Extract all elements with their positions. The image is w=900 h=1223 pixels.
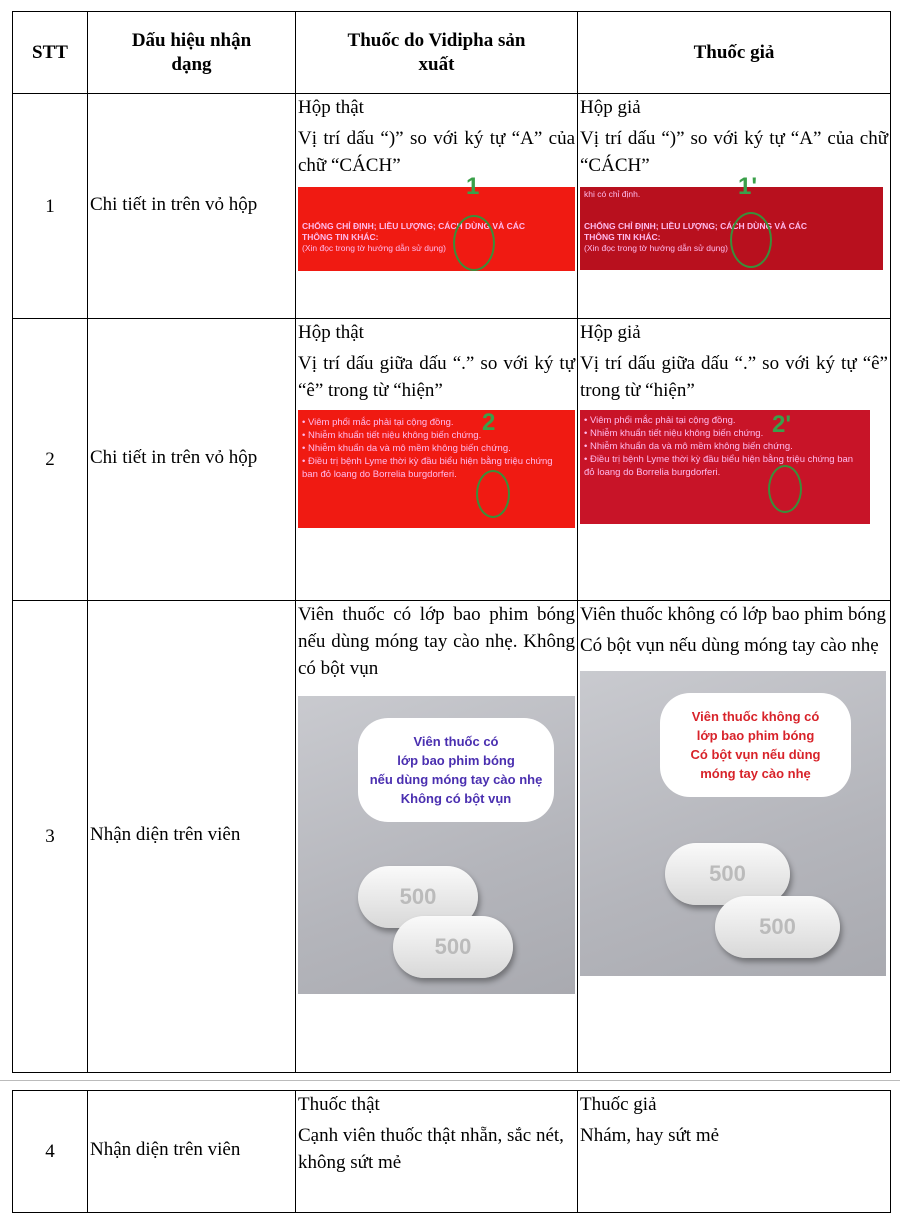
- fake-pill-photo: [580, 671, 886, 976]
- sign-cell: [88, 94, 296, 319]
- mark-number: 1: [466, 173, 480, 200]
- mark-number: 2: [482, 409, 496, 436]
- img-line: • Viêm phổi mắc phải tại cộng đồng.: [584, 415, 736, 426]
- comparison-table-continued: [12, 1090, 891, 1213]
- img-line: (Xin đọc trong tờ hướng dẫn sử dụng): [584, 243, 728, 253]
- highlight-circle: [453, 215, 495, 271]
- img-line: (Xin đọc trong tờ hướng dẫn sử dụng): [302, 243, 446, 253]
- img-line: THÔNG TIN KHÁC:: [584, 232, 661, 242]
- pill: 500: [715, 896, 840, 958]
- img-line: • Điều trị bệnh Lyme thời kỳ đầu biểu hiện bằng triệu chứng ban đỏ loang do Borrelia burgdorferi.: [584, 454, 854, 478]
- bubble-line: Có bột vụn nếu dùng: [690, 747, 821, 762]
- fake-cell: [578, 319, 891, 601]
- sign-cell: [88, 601, 296, 1073]
- fake-desc: Có bột vụn nếu dùng móng tay cào nhẹ: [580, 635, 879, 656]
- sign-cell: [88, 319, 296, 601]
- stt-cell: 4: [13, 1091, 88, 1213]
- real-desc: Vị trí dấu “)” so với ký tự “A” của chữ “CÁCH”: [298, 128, 575, 176]
- img-line: • Nhiễm khuẩn da và mô mềm không biến chứng.: [584, 441, 793, 452]
- header-sign-text: Dấu hiệu nhận dạng: [131, 29, 252, 75]
- fake-cell: [578, 601, 891, 1073]
- highlight-circle: [730, 212, 772, 268]
- fake-box-image: [580, 410, 870, 524]
- mark-number: 2': [772, 411, 792, 438]
- real-desc: Viên thuốc có lớp bao phim bóng nếu dùng móng tay cào nhẹ. Không có bột vụn: [298, 604, 575, 679]
- img-line: • Điều trị bệnh Lyme thời kỳ đầu biểu hiện bằng triệu chứng ban đỏ loang do Borrelia burgdorferi.: [302, 456, 553, 480]
- real-cell: [296, 94, 578, 319]
- pill: 500: [358, 866, 478, 928]
- img-line: • Viêm phổi mắc phải tại cộng đồng.: [302, 417, 454, 428]
- fake-desc: Vị trí dấu giữa dấu “.” so với ký tự “ê” trong từ “hiện”: [580, 353, 888, 401]
- real-cell: [296, 1091, 578, 1213]
- real-cell: [296, 319, 578, 601]
- sign-cell: [88, 1091, 296, 1213]
- pill: 500: [665, 843, 790, 905]
- sign-text: Nhận diện trên viên: [90, 824, 241, 845]
- bubble-line: Viên thuốc không có: [691, 709, 820, 724]
- sign-text: Chi tiết in trên vỏ hộp: [90, 193, 258, 215]
- bubble-line: Không có bột vụn: [400, 791, 512, 806]
- real-cell: [296, 601, 578, 1073]
- header-real-text: Thuốc do Vidipha sản xuất: [347, 29, 526, 75]
- fake-desc: Viên thuốc không có lớp bao phim bóng: [580, 604, 887, 625]
- stt-cell: 1: [13, 94, 88, 319]
- sign-text: Chi tiết in trên vỏ hộp: [90, 447, 258, 468]
- header-fake: Thuốc giả: [578, 12, 891, 94]
- table-row: [13, 319, 891, 601]
- img-line: CHỐNG CHỈ ĐỊNH; LIỀU LƯỢNG; CÁCH DÙNG VÀ CÁC: [302, 221, 526, 231]
- fake-label: Hộp giả: [580, 322, 641, 343]
- real-label: Hộp thật: [298, 97, 364, 118]
- speech-bubble: [358, 718, 554, 822]
- img-line: • Nhiễm khuẩn tiết niệu không biến chứng.: [584, 428, 764, 439]
- highlight-circle: [476, 470, 510, 518]
- fake-label: Hộp giả: [580, 97, 641, 118]
- real-box-image: [298, 410, 575, 528]
- img-line: • Nhiễm khuẩn tiết niệu không biến chứng.: [302, 430, 482, 441]
- real-desc: Cạnh viên thuốc thật nhẵn, sắc nét, không sứt mẻ: [298, 1125, 564, 1173]
- bubble-line: móng tay cào nhẹ: [700, 766, 811, 781]
- highlight-circle: [768, 465, 802, 513]
- bubble-line: lớp bao phim bóng: [397, 753, 515, 768]
- header-stt: STT: [13, 12, 88, 94]
- stt-cell: 3: [13, 601, 88, 1073]
- img-line: • Nhiễm khuẩn da và mô mềm không biến chứng.: [302, 443, 511, 454]
- mark-number: 1': [738, 173, 758, 200]
- fake-cell: [578, 1091, 891, 1213]
- fake-box-image: [580, 173, 883, 270]
- table-row: [13, 1091, 891, 1213]
- speech-bubble: [660, 693, 851, 797]
- page-break: [0, 1080, 900, 1081]
- img-line: khi có chỉ định.: [584, 189, 641, 199]
- real-label: Thuốc thật: [298, 1094, 380, 1115]
- comparison-table: [12, 11, 891, 1073]
- header-sign: [88, 12, 296, 94]
- stt-cell: 2: [13, 319, 88, 601]
- fake-label: Thuốc giả: [580, 1094, 657, 1115]
- fake-cell: [578, 94, 891, 319]
- pill: 500: [393, 916, 513, 978]
- table-row: [13, 94, 891, 319]
- img-line: THÔNG TIN KHÁC:: [302, 232, 379, 242]
- real-desc: Vị trí dấu giữa dấu “.” so với ký tự “ê” trong từ “hiện”: [298, 353, 575, 401]
- bubble-line: nếu dùng móng tay cào nhẹ: [369, 772, 543, 787]
- fake-desc: Nhám, hay sứt mẻ: [580, 1125, 720, 1146]
- table-row: [13, 601, 891, 1073]
- header-row: [13, 12, 891, 94]
- header-real: [296, 12, 578, 94]
- sign-text: Nhận diện trên viên: [90, 1139, 241, 1160]
- bubble-line: Viên thuốc có: [413, 734, 499, 749]
- real-box-image: [298, 173, 575, 271]
- img-line: CHỐNG CHỈ ĐỊNH; LIỀU LƯỢNG; CÁCH DÙNG VÀ CÁC: [584, 221, 808, 231]
- bubble-line: lớp bao phim bóng: [696, 728, 815, 743]
- real-pill-photo: [298, 696, 575, 994]
- fake-desc: Vị trí dấu “)” so với ký tự “A” của chữ “CÁCH”: [580, 128, 888, 176]
- real-label: Hộp thật: [298, 322, 364, 343]
